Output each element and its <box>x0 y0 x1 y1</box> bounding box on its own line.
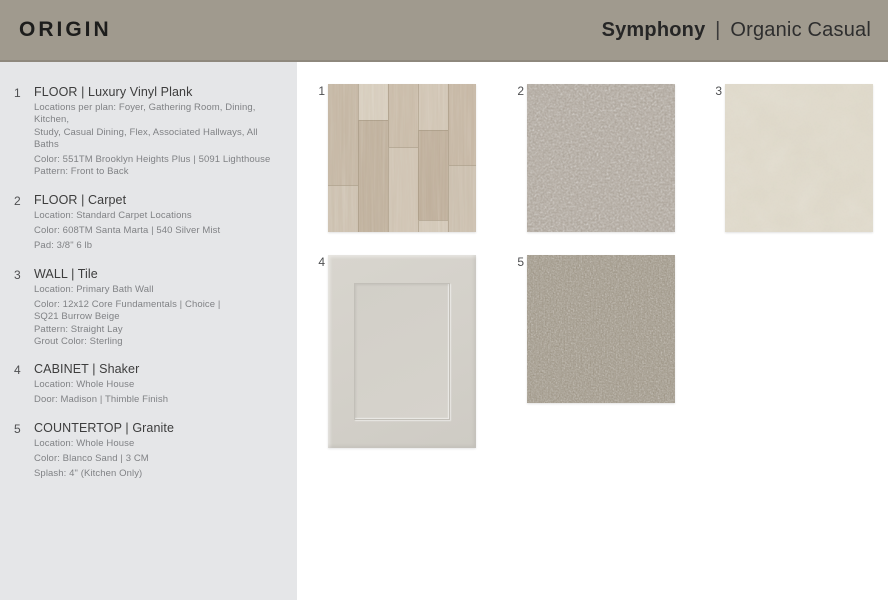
swatch-granite <box>517 255 675 403</box>
legend-item-title: COUNTERTOP | Granite <box>34 420 175 435</box>
legend-detail: Location: Whole House <box>34 437 135 449</box>
legend-item-title: FLOOR | Carpet <box>34 192 127 207</box>
legend-detail: Location: Primary Bath Wall <box>34 283 154 295</box>
swatch-cabinet-door <box>318 255 476 448</box>
swatch-board <box>297 62 888 600</box>
legend-item-cabinet <box>14 362 283 407</box>
legend-detail: Splash: 4" (Kitchen Only) <box>34 468 143 480</box>
legend-detail: Color: 12x12 Core Fundamentals | Choice | <box>34 298 221 310</box>
legend-detail: Pad: 3/8" 6 lb <box>34 240 93 252</box>
collection-title <box>602 19 871 42</box>
swatch-number: 4 <box>318 255 325 269</box>
legend-detail: Location: Whole House <box>34 379 135 391</box>
cabinet-door-panel <box>354 283 450 420</box>
collection-name: Symphony <box>601 18 706 41</box>
swatch-luxury-vinyl-plank <box>318 84 476 232</box>
legend-detail: Locations per plan: Foyer, Gathering Room, Dining, Kitchen, <box>34 102 256 126</box>
wood-plank-image <box>328 84 476 232</box>
carpet-image <box>527 84 675 232</box>
style-name: Organic Casual <box>730 18 871 41</box>
legend-item-number: 2 <box>14 193 21 208</box>
title-separator: | <box>715 18 721 41</box>
legend-detail: SQ21 Burrow Beige <box>34 311 120 323</box>
swatch-carpet <box>517 84 675 232</box>
swatch-number: 1 <box>318 84 325 98</box>
legend-item-number: 5 <box>14 421 21 436</box>
legend-item-countertop <box>14 421 283 481</box>
tile-image <box>725 84 873 232</box>
swatch-tile <box>715 84 873 232</box>
legend-detail: Color: 608TM Santa Marta | 540 Silver Mist <box>34 225 221 237</box>
legend-detail: Color: 551TM Brooklyn Heights Plus | 5091 Lighthouse <box>34 154 271 166</box>
legend-sidebar <box>0 62 297 600</box>
swatch-number: 5 <box>517 255 524 269</box>
legend-item-title: WALL | Tile <box>34 266 98 281</box>
legend-item-carpet <box>14 193 283 253</box>
swatch-number: 2 <box>517 84 524 98</box>
legend-item-number: 1 <box>14 86 21 100</box>
header <box>0 0 888 62</box>
brand-logo: ORIGIN <box>19 18 112 41</box>
legend-detail: Pattern: Straight Lay <box>34 323 123 335</box>
legend-detail: Grout Color: Sterling <box>34 335 123 347</box>
legend-item-title: FLOOR | Luxury Vinyl Plank <box>34 85 193 99</box>
legend-detail: Location: Standard Carpet Locations <box>34 209 192 221</box>
legend-detail: Door: Madison | Thimble Finish <box>34 394 169 406</box>
legend-item-tile <box>14 267 283 348</box>
legend-detail: Pattern: Front to Back <box>34 166 129 178</box>
legend-detail: Color: Blanco Sand | 3 CM <box>34 453 149 465</box>
legend-item-title: CABINET | Shaker <box>34 362 140 377</box>
cabinet-door-image <box>328 255 476 448</box>
legend-item-lvp <box>14 85 283 179</box>
legend-item-number: 3 <box>14 267 21 282</box>
swatch-number: 3 <box>715 84 722 98</box>
granite-image <box>527 255 675 403</box>
legend-item-number: 4 <box>14 363 21 378</box>
legend-detail: Study, Casual Dining, Flex, Associated Hallways, All Baths <box>34 126 258 150</box>
